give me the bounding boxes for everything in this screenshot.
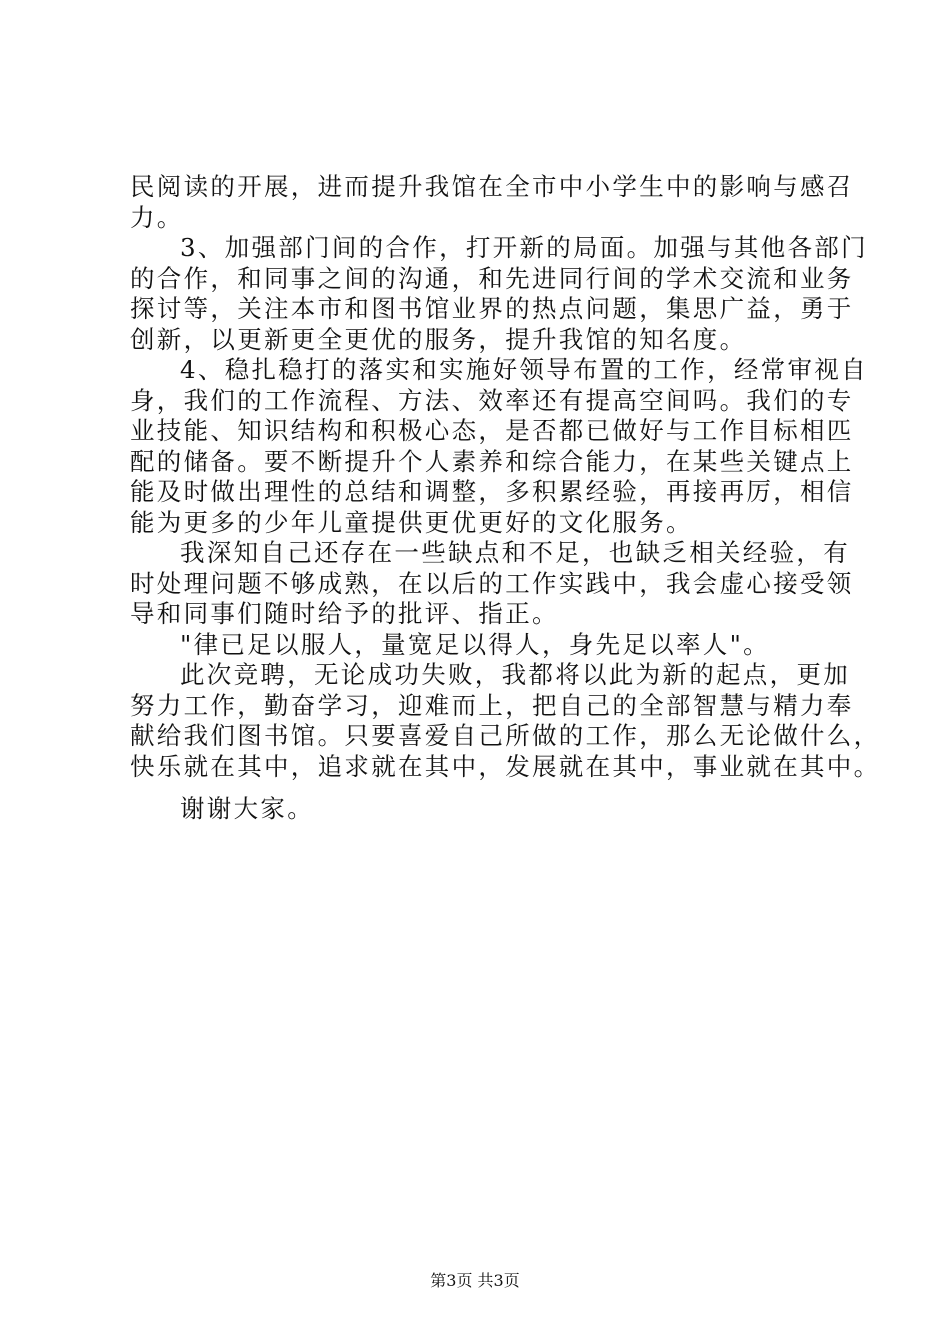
text-line: 的合作，和同事之间的沟通，和先进同行间的学术交流和业务 xyxy=(130,263,854,293)
text-line: 探讨等，关注本市和图书馆业界的热点问题，集思广益，勇于 xyxy=(130,294,854,323)
text-line: 配的储备。要不断提升个人素养和综合能力，在某些关键点上 xyxy=(130,446,854,476)
body-text xyxy=(130,172,881,782)
text-line: 此次竞聘，无论成功失败，我都将以此为新的起点，更加 xyxy=(180,660,850,689)
text-line: 努力工作，勤奋学习，迎难而上，把自己的全部智慧与精力奉 xyxy=(130,690,854,720)
text-line: 民阅读的开展，进而提升我馆在全市中小学生中的影响与感召 xyxy=(130,172,854,201)
text-line: 献给我们图书馆。只要喜爱自己所做的工作，那么无论做什么， xyxy=(130,721,881,750)
text-line: 3、加强部门间的合作，打开新的局面。加强与其他各部门 xyxy=(180,233,868,262)
text-line: 快乐就在其中，追求就在其中，发展就在其中，事业就在其中。 xyxy=(130,751,881,781)
text-line: 我深知自己还存在一些缺点和不足，也缺乏相关经验，有 xyxy=(180,538,850,567)
text-line: 业技能、知识结构和积极心态，是否都已做好与工作目标相匹 xyxy=(130,416,854,445)
text-line: 身，我们的工作流程、方法、效率还有提高空间吗。我们的专 xyxy=(130,385,854,415)
text-line: 创新，以更新更全更优的服务，提升我馆的知名度。 xyxy=(130,324,747,354)
text-line: 能及时做出理性的总结和调整，多积累经验，再接再厉，相信 xyxy=(130,477,854,506)
text-line: 能为更多的少年儿童提供更优更好的文化服务。 xyxy=(130,507,693,537)
page-footer: 第3页 共3页 xyxy=(430,1271,520,1290)
text-line: 时处理问题不够成熟，在以后的工作实践中，我会虚心接受领 xyxy=(130,568,854,598)
text-line: "律已足以服人，量宽足以得人，身先足以率人"。 xyxy=(180,629,770,659)
text-line: 导和同事们随时给予的批评、指正。 xyxy=(130,599,559,628)
text-line: 力。 xyxy=(130,202,184,232)
closing-line: 谢谢大家。 xyxy=(180,794,314,823)
text-line: 4、稳扎稳打的落实和实施好领导布置的工作，经常审视自 xyxy=(180,355,868,384)
